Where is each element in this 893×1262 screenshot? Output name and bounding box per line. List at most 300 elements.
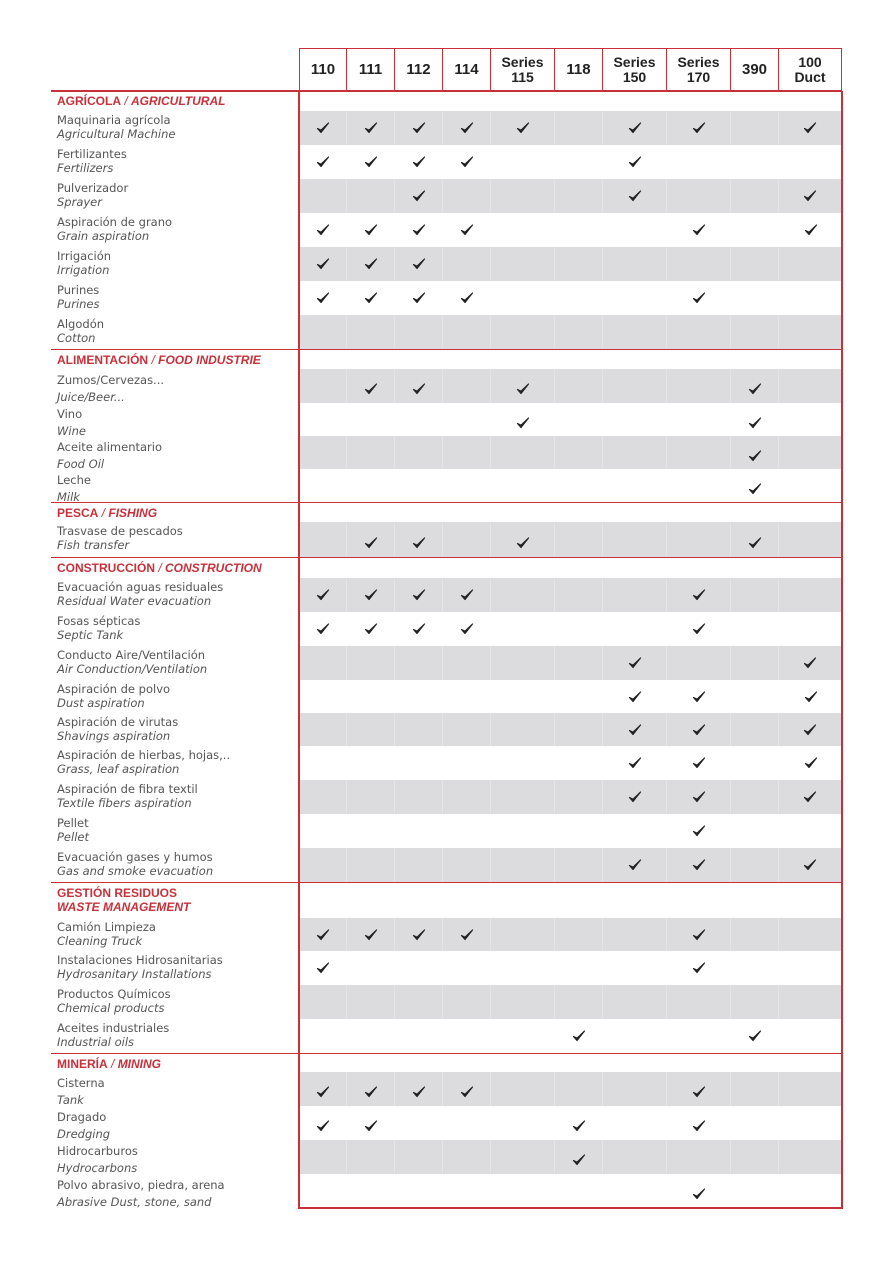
- cell-118: [555, 713, 603, 746]
- row-label-es: Trasvase de pescados: [57, 524, 183, 538]
- check-mark-icon: [748, 449, 762, 463]
- cell-390: [731, 848, 779, 882]
- cell-series-115: [491, 814, 555, 848]
- check-mark-icon: [628, 858, 642, 872]
- cell-112: [395, 780, 443, 814]
- cell-114: [443, 746, 491, 780]
- section-title-es: AGRÍCOLA: [57, 94, 121, 108]
- row-label-en: Grain aspiration: [57, 229, 150, 243]
- row-label-en: Septic Tank: [57, 628, 124, 642]
- cell-series-115: [491, 522, 555, 557]
- row-label: [57, 614, 140, 642]
- cell-112: [395, 111, 443, 145]
- cell-series-150: [603, 281, 667, 315]
- row-label-en: Wine: [57, 424, 86, 438]
- cell-112: [395, 281, 443, 315]
- row-label-es: Vino: [57, 407, 83, 421]
- row-cells: [299, 848, 842, 882]
- cell-114: [443, 951, 491, 985]
- cell-111: [347, 1106, 395, 1140]
- cell-390: [731, 522, 779, 557]
- cell-112: [395, 848, 443, 882]
- cell-114: [443, 1140, 491, 1174]
- row-cells: [299, 612, 842, 646]
- row-label: [57, 407, 86, 438]
- check-mark-icon: [412, 382, 426, 396]
- cell-118: [555, 848, 603, 882]
- cell-series-150: [603, 985, 667, 1019]
- cell-112: [395, 522, 443, 557]
- check-mark-icon: [412, 121, 426, 135]
- check-mark-icon: [803, 723, 817, 737]
- table-row: [51, 680, 842, 713]
- cell-112: [395, 179, 443, 213]
- cell-series-150: [603, 145, 667, 179]
- cell-series-170: [667, 469, 731, 502]
- row-label-es: Zumos/Cervezas...: [57, 373, 165, 387]
- cell-series-150: [603, 612, 667, 646]
- row-label: [57, 1021, 169, 1049]
- row-label: [57, 1076, 105, 1107]
- cell-110: [299, 281, 347, 315]
- cell-series-170: [667, 522, 731, 557]
- row-label-es: Fertilizantes: [57, 147, 127, 161]
- cell-100-duct: [779, 646, 842, 680]
- cell-118: [555, 403, 603, 436]
- cell-series-170: [667, 145, 731, 179]
- cell-100-duct: [779, 848, 842, 882]
- column-header-label: [794, 55, 825, 85]
- row-label: [57, 215, 172, 243]
- column-header-112: [395, 48, 443, 91]
- row-cells: [299, 680, 842, 713]
- row-cells: [299, 179, 842, 213]
- cell-390: [731, 814, 779, 848]
- check-mark-icon: [364, 291, 378, 305]
- row-cells: [299, 814, 842, 848]
- cell-110: [299, 985, 347, 1019]
- cell-series-150: [603, 1072, 667, 1106]
- column-header-118: [555, 48, 603, 91]
- row-label-es: Leche: [57, 473, 91, 487]
- section-title-separator: /: [107, 1057, 118, 1071]
- row-label: [57, 748, 230, 776]
- check-mark-icon: [316, 257, 330, 271]
- cell-series-170: [667, 111, 731, 145]
- cell-100-duct: [779, 918, 842, 951]
- check-mark-icon: [692, 121, 706, 135]
- cell-110: [299, 522, 347, 557]
- cell-114: [443, 1174, 491, 1208]
- cell-390: [731, 1072, 779, 1106]
- check-mark-icon: [692, 961, 706, 975]
- column-header-series-115: [491, 48, 555, 91]
- table-row: [51, 469, 842, 502]
- cell-110: [299, 179, 347, 213]
- row-label: [57, 1144, 138, 1175]
- cell-390: [731, 746, 779, 780]
- check-mark-icon: [572, 1029, 586, 1043]
- check-mark-icon: [628, 723, 642, 737]
- check-mark-icon: [516, 121, 530, 135]
- table-row: [51, 646, 842, 680]
- cell-series-150: [603, 746, 667, 780]
- cell-114: [443, 985, 491, 1019]
- cell-110: [299, 578, 347, 612]
- cell-112: [395, 469, 443, 502]
- check-mark-icon: [804, 756, 818, 770]
- row-label: [57, 373, 164, 404]
- cell-114: [443, 369, 491, 403]
- cell-111: [347, 746, 395, 780]
- cell-390: [731, 1019, 779, 1053]
- row-label: [57, 113, 175, 141]
- table-row: [51, 1174, 842, 1208]
- table-row: [51, 951, 842, 985]
- check-mark-icon: [316, 622, 330, 636]
- cell-114: [443, 315, 491, 349]
- cell-series-115: [491, 1106, 555, 1140]
- cell-series-150: [603, 713, 667, 746]
- cell-111: [347, 918, 395, 951]
- table-row: [51, 1140, 842, 1174]
- cell-118: [555, 436, 603, 469]
- row-label-en: Residual Water evacuation: [57, 594, 212, 608]
- row-cells: [299, 369, 842, 403]
- cell-series-150: [603, 1140, 667, 1174]
- section-title-es: ALIMENTACIÓN: [57, 353, 149, 367]
- cell-118: [555, 746, 603, 780]
- row-label-en: Fish transfer: [57, 538, 130, 552]
- check-mark-icon: [804, 223, 818, 237]
- row-cells: [299, 713, 842, 746]
- cell-114: [443, 111, 491, 145]
- cell-111: [347, 1140, 395, 1174]
- cell-114: [443, 1106, 491, 1140]
- row-label-es: Hidrocarburos: [57, 1144, 138, 1158]
- cell-110: [299, 1019, 347, 1053]
- check-mark-icon: [516, 416, 530, 430]
- cell-111: [347, 179, 395, 213]
- section-title-en: MINING: [117, 1057, 162, 1071]
- row-cells: [299, 578, 842, 612]
- cell-111: [347, 1072, 395, 1106]
- cell-100-duct: [779, 680, 842, 713]
- check-mark-icon: [412, 536, 426, 550]
- check-mark-icon: [803, 790, 817, 804]
- row-label-en: Gas and smoke evacuation: [57, 864, 214, 878]
- row-label: [57, 580, 223, 608]
- cell-110: [299, 369, 347, 403]
- check-mark-icon: [364, 928, 378, 942]
- check-mark-icon: [412, 622, 426, 636]
- cell-100-duct: [779, 522, 842, 557]
- row-label: [57, 715, 178, 743]
- table-row: [51, 612, 842, 646]
- cell-110: [299, 1072, 347, 1106]
- cell-118: [555, 213, 603, 247]
- column-header-111: [347, 48, 395, 91]
- row-cells: [299, 522, 842, 557]
- check-mark-icon: [364, 588, 378, 602]
- check-mark-icon: [364, 223, 378, 237]
- check-mark-icon: [803, 656, 817, 670]
- table-row: [51, 436, 842, 469]
- table-row: [51, 145, 842, 179]
- check-mark-icon: [460, 928, 474, 942]
- cell-series-170: [667, 1019, 731, 1053]
- check-mark-icon: [460, 223, 474, 237]
- cell-110: [299, 436, 347, 469]
- column-header-label: [742, 62, 767, 77]
- row-cells: [299, 111, 842, 145]
- cell-111: [347, 713, 395, 746]
- check-mark-icon: [628, 121, 642, 135]
- check-mark-icon: [412, 223, 426, 237]
- column-header-label: [613, 55, 655, 85]
- check-mark-icon: [628, 690, 642, 704]
- cell-390: [731, 951, 779, 985]
- check-mark-icon: [748, 536, 762, 550]
- check-mark-icon: [412, 257, 426, 271]
- row-label: [57, 249, 111, 277]
- check-mark-icon: [364, 382, 378, 396]
- cell-112: [395, 369, 443, 403]
- cell-series-150: [603, 522, 667, 557]
- column-header-label: [677, 55, 719, 85]
- row-label-es: Irrigación: [57, 249, 112, 263]
- check-mark-icon: [316, 961, 330, 975]
- cell-111: [347, 646, 395, 680]
- column-header-line: 110: [310, 61, 336, 78]
- row-label-es: Polvo abrasivo, piedra, arena: [57, 1178, 225, 1192]
- cell-series-115: [491, 578, 555, 612]
- cell-100-duct: [779, 179, 842, 213]
- cell-111: [347, 403, 395, 436]
- cell-390: [731, 281, 779, 315]
- section-title-es: MINERÍA: [57, 1057, 108, 1071]
- cell-111: [347, 315, 395, 349]
- cell-series-115: [491, 746, 555, 780]
- cell-110: [299, 713, 347, 746]
- row-cells: [299, 918, 842, 951]
- cell-series-150: [603, 111, 667, 145]
- cell-112: [395, 713, 443, 746]
- cell-390: [731, 179, 779, 213]
- cell-series-170: [667, 213, 731, 247]
- cell-110: [299, 247, 347, 281]
- cell-series-150: [603, 578, 667, 612]
- check-mark-icon: [316, 1085, 330, 1099]
- table-row: [51, 578, 842, 612]
- section-title-en: WASTE MANAGEMENT: [57, 900, 191, 914]
- row-label-es: Pellet: [57, 816, 89, 830]
- table-row: [51, 780, 842, 814]
- table-row: [51, 1106, 842, 1140]
- cell-100-duct: [779, 1072, 842, 1106]
- cell-series-115: [491, 951, 555, 985]
- check-mark-icon: [316, 121, 330, 135]
- cell-118: [555, 951, 603, 985]
- cell-series-150: [603, 179, 667, 213]
- cell-series-170: [667, 746, 731, 780]
- cell-111: [347, 680, 395, 713]
- cell-series-170: [667, 578, 731, 612]
- cell-series-170: [667, 247, 731, 281]
- table-row: [51, 281, 842, 315]
- cell-series-170: [667, 1174, 731, 1208]
- check-mark-icon: [460, 155, 474, 169]
- section-title-es: CONSTRUCCIÓN: [57, 561, 155, 575]
- row-label-es: Evacuación gases y humos: [57, 850, 213, 864]
- cell-110: [299, 848, 347, 882]
- cell-112: [395, 985, 443, 1019]
- row-label-en: Agricultural Machine: [57, 127, 176, 141]
- column-header-line: 390: [741, 61, 768, 78]
- cell-series-115: [491, 436, 555, 469]
- check-mark-icon: [692, 588, 706, 602]
- cell-series-170: [667, 646, 731, 680]
- cell-series-170: [667, 403, 731, 436]
- row-label-en: Food Oil: [57, 457, 105, 471]
- cell-111: [347, 247, 395, 281]
- check-mark-icon: [316, 588, 330, 602]
- cell-series-115: [491, 1019, 555, 1053]
- cell-110: [299, 1174, 347, 1208]
- cell-111: [347, 469, 395, 502]
- row-cells: [299, 646, 842, 680]
- cell-114: [443, 436, 491, 469]
- section-title: [57, 886, 190, 914]
- row-label: [57, 850, 213, 878]
- column-header-series-170: [667, 48, 731, 91]
- column-header-line: 112: [406, 61, 431, 78]
- row-label: [57, 920, 156, 948]
- check-mark-icon: [748, 1029, 762, 1043]
- check-mark-icon: [364, 536, 378, 550]
- row-label: [57, 1110, 110, 1141]
- cell-390: [731, 1106, 779, 1140]
- cell-112: [395, 951, 443, 985]
- section-title-es: PESCA: [57, 506, 99, 520]
- cell-118: [555, 1072, 603, 1106]
- cell-100-duct: [779, 315, 842, 349]
- row-label: [57, 782, 198, 810]
- check-mark-icon: [628, 189, 642, 203]
- cell-series-150: [603, 403, 667, 436]
- check-mark-icon: [692, 1085, 706, 1099]
- row-label-es: Purines: [57, 283, 100, 297]
- cell-390: [731, 985, 779, 1019]
- check-mark-icon: [412, 1085, 426, 1099]
- row-label-es: Evacuación aguas residuales: [57, 580, 224, 594]
- row-label-es: Aspiración de fibra textil: [57, 782, 198, 796]
- cell-series-170: [667, 680, 731, 713]
- row-cells: [299, 403, 842, 436]
- cell-series-115: [491, 848, 555, 882]
- cell-series-170: [667, 281, 731, 315]
- column-header-line: 118: [566, 61, 591, 78]
- column-header-line: 170: [686, 68, 711, 85]
- row-label-en: Shavings aspiration: [57, 729, 171, 743]
- cell-390: [731, 680, 779, 713]
- check-mark-icon: [804, 690, 818, 704]
- row-cells: [299, 436, 842, 469]
- cell-110: [299, 1106, 347, 1140]
- table-row: [51, 1019, 842, 1053]
- cell-118: [555, 1140, 603, 1174]
- cell-111: [347, 780, 395, 814]
- cell-100-duct: [779, 145, 842, 179]
- check-mark-icon: [412, 291, 426, 305]
- cell-390: [731, 213, 779, 247]
- cell-100-duct: [779, 951, 842, 985]
- cell-118: [555, 469, 603, 502]
- row-label-es: Productos Químicos: [57, 987, 171, 1001]
- row-label-es: Pulverizador: [57, 181, 129, 195]
- cell-series-150: [603, 436, 667, 469]
- cell-series-115: [491, 403, 555, 436]
- cell-110: [299, 111, 347, 145]
- cell-series-150: [603, 814, 667, 848]
- row-cells: [299, 951, 842, 985]
- cell-100-duct: [779, 578, 842, 612]
- cell-390: [731, 369, 779, 403]
- section-title-separator: /: [98, 506, 109, 520]
- cell-112: [395, 918, 443, 951]
- row-label-es: Dragado: [57, 1110, 107, 1124]
- row-cells: [299, 247, 842, 281]
- check-mark-icon: [692, 824, 706, 838]
- cell-110: [299, 1140, 347, 1174]
- cell-112: [395, 247, 443, 281]
- cell-110: [299, 951, 347, 985]
- row-label-en: Dredging: [57, 1127, 111, 1141]
- cell-100-duct: [779, 369, 842, 403]
- cell-series-150: [603, 1106, 667, 1140]
- row-label: [57, 147, 127, 175]
- table-row: [51, 213, 842, 247]
- cell-114: [443, 403, 491, 436]
- check-mark-icon: [364, 257, 378, 271]
- label-column-divider: [298, 91, 300, 1209]
- check-mark-icon: [460, 291, 474, 305]
- section-title-separator: /: [148, 353, 159, 367]
- check-mark-icon: [748, 416, 762, 430]
- cell-118: [555, 1019, 603, 1053]
- section-title-en: AGRICULTURAL: [131, 94, 226, 108]
- row-cells: [299, 1072, 842, 1106]
- column-header-114: [443, 48, 491, 91]
- cell-390: [731, 578, 779, 612]
- cell-118: [555, 522, 603, 557]
- cell-100-duct: [779, 612, 842, 646]
- column-header-label: [454, 62, 478, 77]
- cell-390: [731, 1174, 779, 1208]
- cell-112: [395, 315, 443, 349]
- table-bottom-border: [298, 1207, 843, 1209]
- row-cells: [299, 213, 842, 247]
- cell-110: [299, 918, 347, 951]
- check-mark-icon: [364, 1085, 378, 1099]
- check-mark-icon: [803, 121, 817, 135]
- cell-110: [299, 646, 347, 680]
- check-mark-icon: [692, 291, 706, 305]
- cell-series-170: [667, 612, 731, 646]
- row-label-es: Aceites industriales: [57, 1021, 170, 1035]
- table-row: [51, 713, 842, 746]
- cell-112: [395, 814, 443, 848]
